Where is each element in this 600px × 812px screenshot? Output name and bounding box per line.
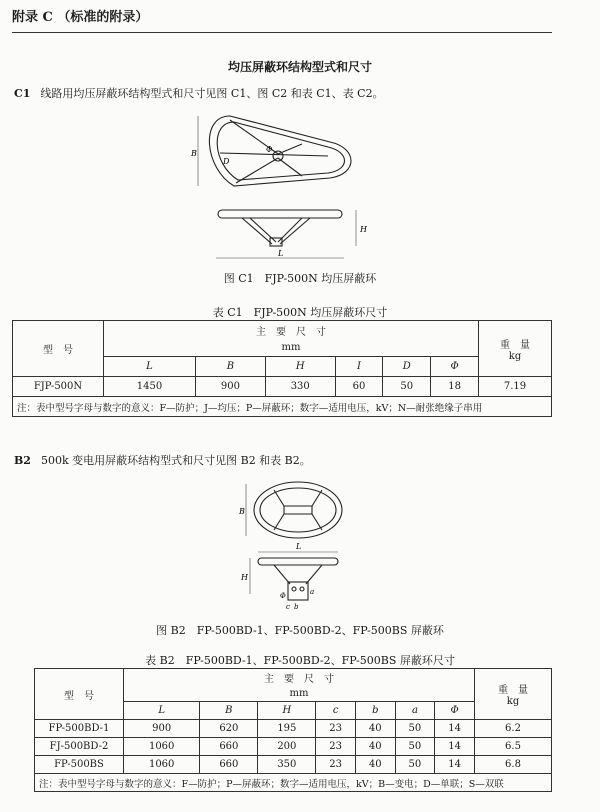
fig-b2-label-phi: Φ xyxy=(280,592,286,600)
fig-b2-label-B: B xyxy=(239,507,245,516)
table-c1-caption: 表 C1 FJP-500N 均压屏蔽环尺寸 xyxy=(212,306,388,319)
section-c1-label: C1 xyxy=(14,87,31,100)
table-c1-col-I: I xyxy=(335,357,383,377)
table-b2-caption: 表 B2 FP-500BD-1、FP-500BD-2、FP-500BS 屏蔽环尺寸 xyxy=(145,654,455,667)
figure-b2-drawing xyxy=(238,476,358,616)
table-c1-unit: mm xyxy=(104,340,479,357)
table-c1-col-L: L xyxy=(104,357,196,377)
section-c1-text: 线路用均压屏蔽环结构型式和尺寸见图 C1、图 C2 和表 C1、表 C2。 xyxy=(40,87,384,100)
table-c1-col-D: D xyxy=(383,357,431,377)
table-b2-col-phi: Φ xyxy=(435,702,475,720)
table-c1-col-phi: Φ xyxy=(431,357,479,377)
table-b2-col-B: B xyxy=(200,702,258,720)
table-c1-main-dims: 主 要 尺 寸 xyxy=(104,321,479,340)
section-b2-text: 500k 变电用屏蔽环结构型式和尺寸见图 B2 和表 B2。 xyxy=(40,454,311,467)
table-b2-weight-header: 重 量 kg xyxy=(475,669,552,720)
table-row: FP-500BD-1 900 620 195 23 40 50 14 6.2 xyxy=(35,720,552,738)
appendix-header: 附录 C （标准的附录） xyxy=(12,10,149,25)
fig-c1-label-L: L xyxy=(278,249,284,258)
table-b2-note: 注：表中型号字母与数字的意义：F—防护；P—屏蔽环；数字—适用电压，kV；B—变电；D—单联；S—双联 xyxy=(35,774,552,792)
table-b2-col-H: H xyxy=(258,702,316,720)
fig-c1-label-H: H xyxy=(360,225,367,234)
table-b2-col-a: a xyxy=(395,702,435,720)
fig-b2-label-a: a xyxy=(310,588,315,596)
table-row: FP-500BS 1060 660 350 23 40 50 14 6.8 xyxy=(35,756,552,774)
table-b2-main-dims: 主 要 尺 寸 xyxy=(124,669,475,686)
table-b2-col-c: c xyxy=(316,702,356,720)
fig-c1-label-phi: Φ xyxy=(266,145,273,154)
section-c1 xyxy=(14,85,384,101)
table-c1-note: 注：表中型号字母与数字的意义：F—防护；J—均压；P—屏蔽环；数字—适用电压，kV；N—耐张绝缘子串用 xyxy=(13,397,552,417)
figure-c1-drawing xyxy=(190,108,370,263)
section-b2-label: B2 xyxy=(14,454,31,467)
table-b2-col-b: b xyxy=(355,702,395,720)
table-row: FJP-500N 1450 900 330 60 50 18 7.19 xyxy=(13,377,552,397)
table-c1-weight-header: 重 量 kg xyxy=(479,321,552,377)
table-c1-col-H: H xyxy=(265,357,335,377)
fig-b2-label-c: c xyxy=(286,603,290,611)
figure-b2-caption: 图 B2 FP-500BD-1、FP-500BD-2、FP-500BS 屏蔽环 xyxy=(156,624,444,637)
fig-c1-label-D: D xyxy=(223,157,230,166)
table-row: FJ-500BD-2 1060 660 200 23 40 50 14 6.5 xyxy=(35,738,552,756)
table-c1 xyxy=(12,320,552,417)
table-b2 xyxy=(34,668,552,792)
fig-b2-label-L: L xyxy=(296,542,302,551)
header-divider xyxy=(12,32,552,33)
page-title: 均压屏蔽环结构型式和尺寸 xyxy=(227,60,372,74)
fig-b2-label-H: H xyxy=(241,573,248,582)
table-b2-unit: mm xyxy=(124,686,475,702)
figure-c1-caption: 图 C1 FJP-500N 均压屏蔽环 xyxy=(223,272,377,285)
table-c1-model-header: 型 号 xyxy=(13,321,104,377)
section-b2 xyxy=(14,452,311,468)
fig-b2-label-b: b xyxy=(294,603,299,611)
fig-c1-label-B: B xyxy=(191,149,197,158)
table-c1-col-B: B xyxy=(195,357,265,377)
table-b2-col-L: L xyxy=(124,702,200,720)
table-b2-model-header: 型 号 xyxy=(35,669,124,720)
